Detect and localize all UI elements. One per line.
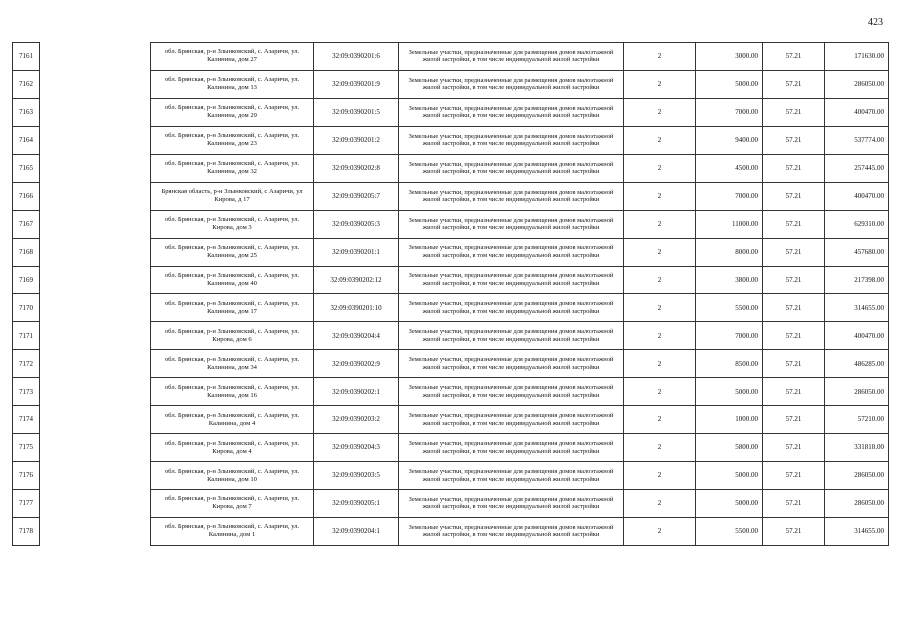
area-cell: 11000.00	[696, 210, 763, 238]
table-row	[13, 462, 889, 490]
address-cell: обл. Брянская, р-н Злынковский, с. Азаричи, ул. Калинина, дом 1	[151, 517, 314, 545]
table-row	[13, 322, 889, 350]
address-cell: обл. Брянская, р-н Злынковский, с. Азаричи, ул. Калинина, дом 10	[151, 462, 314, 490]
cadastral-number-cell: 32:09:0390202:1	[314, 378, 399, 406]
area-cell: 5000.00	[696, 462, 763, 490]
cadastral-number-cell: 32:09:0390202:8	[314, 154, 399, 182]
cadastral-value-cell: 400470.00	[825, 182, 889, 210]
rate-cell: 57.21	[763, 350, 825, 378]
cadastral-registry-table	[12, 42, 889, 546]
cadastral-number-cell: 32:09:0390204:4	[314, 322, 399, 350]
table-row	[13, 98, 889, 126]
row-number-cell: 7178	[13, 517, 40, 545]
cadastral-number-cell: 32:09:0390205:3	[314, 210, 399, 238]
cadastral-number-cell: 32:09:0390203:5	[314, 462, 399, 490]
group-cell: 2	[624, 322, 696, 350]
spacer-cell	[40, 490, 151, 518]
row-number-cell: 7177	[13, 490, 40, 518]
page-number: 423	[868, 17, 883, 28]
spacer-cell	[40, 434, 151, 462]
land-use-cell: Земельные участки, предназначенные для размещения домов малоэтажной жилой застройки, в том числе индивидуальной жилой застройки	[399, 43, 624, 71]
cadastral-value-cell: 171630.00	[825, 43, 889, 71]
table-row	[13, 43, 889, 71]
table-row	[13, 238, 889, 266]
cadastral-number-cell: 32:09:0390201:10	[314, 294, 399, 322]
group-cell: 2	[624, 210, 696, 238]
spacer-cell	[40, 517, 151, 545]
land-use-cell: Земельные участки, предназначенные для размещения домов малоэтажной жилой застройки, в том числе индивидуальной жилой застройки	[399, 266, 624, 294]
group-cell: 2	[624, 98, 696, 126]
cadastral-value-cell: 486285.00	[825, 350, 889, 378]
group-cell: 2	[624, 154, 696, 182]
cadastral-value-cell: 629310.00	[825, 210, 889, 238]
group-cell: 2	[624, 182, 696, 210]
table-row	[13, 266, 889, 294]
table-row	[13, 182, 889, 210]
land-use-cell: Земельные участки, предназначенные для размещения домов малоэтажной жилой застройки, в том числе индивидуальной жилой застройки	[399, 70, 624, 98]
table-row	[13, 434, 889, 462]
rate-cell: 57.21	[763, 238, 825, 266]
land-use-cell: Земельные участки, предназначенные для размещения домов малоэтажной жилой застройки, в том числе индивидуальной жилой застройки	[399, 238, 624, 266]
group-cell: 2	[624, 517, 696, 545]
rate-cell: 57.21	[763, 322, 825, 350]
row-number-cell: 7163	[13, 98, 40, 126]
area-cell: 5800.00	[696, 434, 763, 462]
land-use-cell: Земельные участки, предназначенные для размещения домов малоэтажной жилой застройки, в том числе индивидуальной жилой застройки	[399, 210, 624, 238]
spacer-cell	[40, 266, 151, 294]
group-cell: 2	[624, 434, 696, 462]
land-use-cell: Земельные участки, предназначенные для размещения домов малоэтажной жилой застройки, в том числе индивидуальной жилой застройки	[399, 490, 624, 518]
cadastral-number-cell: 32:09:0390201:9	[314, 70, 399, 98]
area-cell: 7000.00	[696, 322, 763, 350]
cadastral-number-cell: 32:09:0390204:3	[314, 434, 399, 462]
rate-cell: 57.21	[763, 98, 825, 126]
row-number-cell: 7172	[13, 350, 40, 378]
table-row	[13, 294, 889, 322]
spacer-cell	[40, 98, 151, 126]
table-row	[13, 210, 889, 238]
row-number-cell: 7167	[13, 210, 40, 238]
rate-cell: 57.21	[763, 378, 825, 406]
land-use-cell: Земельные участки, предназначенные для размещения домов малоэтажной жилой застройки, в том числе индивидуальной жилой застройки	[399, 182, 624, 210]
land-use-cell: Земельные участки, предназначенные для размещения домов малоэтажной жилой застройки, в том числе индивидуальной жилой застройки	[399, 462, 624, 490]
area-cell: 5000.00	[696, 490, 763, 518]
cadastral-number-cell: 32:09:0390201:5	[314, 98, 399, 126]
address-cell: обл. Брянская, р-н Злынковский, с. Азаричи, ул. Калинина, дом 16	[151, 378, 314, 406]
cadastral-value-cell: 314655.00	[825, 294, 889, 322]
table-row	[13, 517, 889, 545]
spacer-cell	[40, 322, 151, 350]
row-number-cell: 7161	[13, 43, 40, 71]
address-cell: Брянская область, р-н Злынковский, с Азаричи, ул Кирова, д 17	[151, 182, 314, 210]
land-use-cell: Земельные участки, предназначенные для размещения домов малоэтажной жилой застройки, в том числе индивидуальной жилой застройки	[399, 378, 624, 406]
rate-cell: 57.21	[763, 154, 825, 182]
rate-cell: 57.21	[763, 210, 825, 238]
registry-body	[13, 43, 889, 546]
address-cell: обл. Брянская, р-н Злынковский, с. Азаричи, ул. Калинина, дом 34	[151, 350, 314, 378]
cadastral-value-cell: 286050.00	[825, 378, 889, 406]
cadastral-value-cell: 314655.00	[825, 517, 889, 545]
land-use-cell: Земельные участки, предназначенные для размещения домов малоэтажной жилой застройки, в том числе индивидуальной жилой застройки	[399, 294, 624, 322]
group-cell: 2	[624, 238, 696, 266]
area-cell: 8500.00	[696, 350, 763, 378]
row-number-cell: 7168	[13, 238, 40, 266]
land-use-cell: Земельные участки, предназначенные для размещения домов малоэтажной жилой застройки, в том числе индивидуальной жилой застройки	[399, 126, 624, 154]
rate-cell: 57.21	[763, 70, 825, 98]
group-cell: 2	[624, 406, 696, 434]
spacer-cell	[40, 43, 151, 71]
table-row	[13, 154, 889, 182]
spacer-cell	[40, 462, 151, 490]
spacer-cell	[40, 294, 151, 322]
spacer-cell	[40, 182, 151, 210]
row-number-cell: 7169	[13, 266, 40, 294]
row-number-cell: 7170	[13, 294, 40, 322]
address-cell: обл. Брянская, р-н Злынковский, с. Азаричи, ул. Кирова, дом 3	[151, 210, 314, 238]
table-row	[13, 70, 889, 98]
rate-cell: 57.21	[763, 266, 825, 294]
row-number-cell: 7175	[13, 434, 40, 462]
row-number-cell: 7173	[13, 378, 40, 406]
area-cell: 9400.00	[696, 126, 763, 154]
rate-cell: 57.21	[763, 462, 825, 490]
cadastral-value-cell: 537774.00	[825, 126, 889, 154]
table-row	[13, 126, 889, 154]
rate-cell: 57.21	[763, 406, 825, 434]
cadastral-number-cell: 32:09:0390204:1	[314, 517, 399, 545]
address-cell: обл. Брянская, р-н Злынковский, с. Азаричи, ул. Кирова, дом 7	[151, 490, 314, 518]
area-cell: 4500.00	[696, 154, 763, 182]
row-number-cell: 7176	[13, 462, 40, 490]
rate-cell: 57.21	[763, 490, 825, 518]
group-cell: 2	[624, 462, 696, 490]
area-cell: 3800.00	[696, 266, 763, 294]
row-number-cell: 7165	[13, 154, 40, 182]
spacer-cell	[40, 350, 151, 378]
area-cell: 5000.00	[696, 378, 763, 406]
land-use-cell: Земельные участки, предназначенные для размещения домов малоэтажной жилой застройки, в том числе индивидуальной жилой застройки	[399, 98, 624, 126]
area-cell: 7000.00	[696, 98, 763, 126]
area-cell: 5500.00	[696, 517, 763, 545]
area-cell: 8000.00	[696, 238, 763, 266]
group-cell: 2	[624, 126, 696, 154]
spacer-cell	[40, 154, 151, 182]
spacer-cell	[40, 378, 151, 406]
rate-cell: 57.21	[763, 434, 825, 462]
rate-cell: 57.21	[763, 517, 825, 545]
address-cell: обл. Брянская, р-н Злынковский, с. Азаричи, ул. Калинина, дом 17	[151, 294, 314, 322]
land-use-cell: Земельные участки, предназначенные для размещения домов малоэтажной жилой застройки, в том числе индивидуальной жилой застройки	[399, 406, 624, 434]
address-cell: обл. Брянская, р-н Злынковский, с. Азаричи, ул. Калинина, дом 29	[151, 98, 314, 126]
cadastral-value-cell: 257445.00	[825, 154, 889, 182]
group-cell: 2	[624, 490, 696, 518]
row-number-cell: 7174	[13, 406, 40, 434]
cadastral-value-cell: 286050.00	[825, 70, 889, 98]
address-cell: обл. Брянская, р-н Злынковский, с. Азаричи, ул. Калинина, дом 32	[151, 154, 314, 182]
rate-cell: 57.21	[763, 126, 825, 154]
cadastral-value-cell: 457680.00	[825, 238, 889, 266]
cadastral-number-cell: 32:09:0390202:9	[314, 350, 399, 378]
land-use-cell: Земельные участки, предназначенные для размещения домов малоэтажной жилой застройки, в том числе индивидуальной жилой застройки	[399, 350, 624, 378]
address-cell: обл. Брянская, р-н Злынковский, с. Азаричи, ул. Калинина, дом 25	[151, 238, 314, 266]
rate-cell: 57.21	[763, 43, 825, 71]
cadastral-number-cell: 32:09:0390203:2	[314, 406, 399, 434]
group-cell: 2	[624, 70, 696, 98]
land-use-cell: Земельные участки, предназначенные для размещения домов малоэтажной жилой застройки, в том числе индивидуальной жилой застройки	[399, 517, 624, 545]
group-cell: 2	[624, 350, 696, 378]
land-use-cell: Земельные участки, предназначенные для размещения домов малоэтажной жилой застройки, в том числе индивидуальной жилой застройки	[399, 434, 624, 462]
area-cell: 7000.00	[696, 182, 763, 210]
table-row	[13, 406, 889, 434]
spacer-cell	[40, 238, 151, 266]
address-cell: обл. Брянская, р-н Злынковский, с. Азаричи, ул. Калинина, дом 27	[151, 43, 314, 71]
cadastral-number-cell: 32:09:0390201:6	[314, 43, 399, 71]
spacer-cell	[40, 126, 151, 154]
row-number-cell: 7162	[13, 70, 40, 98]
cadastral-number-cell: 32:09:0390201:2	[314, 126, 399, 154]
group-cell: 2	[624, 378, 696, 406]
row-number-cell: 7171	[13, 322, 40, 350]
area-cell: 5500.00	[696, 294, 763, 322]
area-cell: 3000.00	[696, 43, 763, 71]
table-row	[13, 490, 889, 518]
cadastral-number-cell: 32:09:0390202:12	[314, 266, 399, 294]
address-cell: обл. Брянская, р-н Злынковский, с. Азаричи, ул. Кирова, дом 4	[151, 434, 314, 462]
group-cell: 2	[624, 43, 696, 71]
cadastral-value-cell: 400470.00	[825, 322, 889, 350]
rate-cell: 57.21	[763, 294, 825, 322]
cadastral-value-cell: 217398.00	[825, 266, 889, 294]
cadastral-number-cell: 32:09:0390205:1	[314, 490, 399, 518]
address-cell: обл. Брянская, р-н Злынковский, с. Азаричи, ул. Калинина, дом 4	[151, 406, 314, 434]
table-row	[13, 350, 889, 378]
cadastral-number-cell: 32:09:0390201:1	[314, 238, 399, 266]
address-cell: обл. Брянская, р-н Злынковский, с. Азаричи, ул. Калинина, дом 40	[151, 266, 314, 294]
spacer-cell	[40, 70, 151, 98]
cadastral-number-cell: 32:09:0390205:7	[314, 182, 399, 210]
cadastral-value-cell: 400470.00	[825, 98, 889, 126]
address-cell: обл. Брянская, р-н Злынковский, с. Азаричи, ул. Калинина, дом 13	[151, 70, 314, 98]
rate-cell: 57.21	[763, 182, 825, 210]
address-cell: обл. Брянская, р-н Злынковский, с. Азаричи, ул. Калинина, дом 23	[151, 126, 314, 154]
address-cell: обл. Брянская, р-н Злынковский, с. Азаричи, ул. Кирова, дом 6	[151, 322, 314, 350]
spacer-cell	[40, 406, 151, 434]
land-use-cell: Земельные участки, предназначенные для размещения домов малоэтажной жилой застройки, в том числе индивидуальной жилой застройки	[399, 322, 624, 350]
row-number-cell: 7166	[13, 182, 40, 210]
cadastral-value-cell: 286050.00	[825, 490, 889, 518]
group-cell: 2	[624, 294, 696, 322]
cadastral-value-cell: 57210.00	[825, 406, 889, 434]
spacer-cell	[40, 210, 151, 238]
table-row	[13, 378, 889, 406]
area-cell: 1000.00	[696, 406, 763, 434]
land-use-cell: Земельные участки, предназначенные для размещения домов малоэтажной жилой застройки, в том числе индивидуальной жилой застройки	[399, 154, 624, 182]
area-cell: 5000.00	[696, 70, 763, 98]
cadastral-value-cell: 286050.00	[825, 462, 889, 490]
group-cell: 2	[624, 266, 696, 294]
cadastral-value-cell: 331818.00	[825, 434, 889, 462]
row-number-cell: 7164	[13, 126, 40, 154]
